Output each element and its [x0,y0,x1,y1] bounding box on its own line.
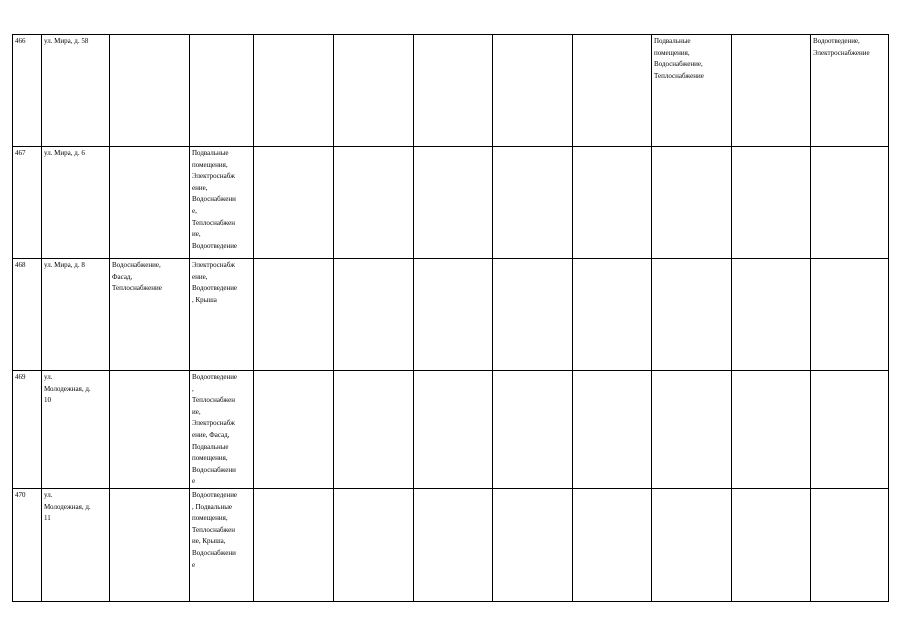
works-cell [414,488,493,601]
works-cell [732,259,811,371]
works-cell [811,259,889,371]
works-cell [414,371,493,489]
works-cell [414,147,493,259]
works-cell [652,259,732,371]
works-cell: Водоснабжение, Фасад, Теплоснабжение [110,259,190,371]
works-cell [493,371,573,489]
works-cell [334,147,414,259]
works-cell [811,147,889,259]
works-cell [732,371,811,489]
works-cell [652,147,732,259]
address-cell: ул. Молодежная, д. 10 [42,371,110,489]
works-cell [254,259,334,371]
works-cell: Водоотведение, Электроснабжение [811,35,889,147]
works-cell [652,371,732,489]
works-cell [493,488,573,601]
address-cell: ул. Молодежная, д. 11 [42,488,110,601]
works-cell [334,35,414,147]
works-cell: Водоотведение , Подвальные помещения, Теплоснабжен ие, Крыша, Водоснабжени е [190,488,254,601]
works-cell [334,259,414,371]
works-cell [334,371,414,489]
works-cell [573,147,652,259]
works-cell [254,35,334,147]
works-cell: Водоотведение , Теплоснабжен ие, Электроснабж ение, Фасад, Подвальные помещения, Водоснабжени е [190,371,254,489]
address-cell: ул. Мира, д. 58 [42,35,110,147]
works-cell [493,259,573,371]
works-cell [414,35,493,147]
works-cell [414,259,493,371]
works-cell [334,488,414,601]
works-cell [254,488,334,601]
works-cell [652,488,732,601]
registry-table [12,34,889,602]
works-cell: Подвальные помещения, Водоснабжение, Теплоснабжение [652,35,732,147]
works-cell [811,371,889,489]
works-cell [190,35,254,147]
works-cell [110,147,190,259]
row-number-cell: 469 [13,371,42,489]
works-cell [573,35,652,147]
works-cell [110,35,190,147]
works-cell [732,147,811,259]
works-cell [254,371,334,489]
works-cell: Подвальные помещения, Электроснабж ение, Водоснабжени е, Теплоснабжен ие, Водоотведение [190,147,254,259]
works-cell [732,488,811,601]
works-cell [493,35,573,147]
works-cell [573,371,652,489]
works-cell: Электроснабж ение, Водоотведение , Крыша [190,259,254,371]
table-row [13,488,889,601]
row-number-cell: 470 [13,488,42,601]
works-cell [254,147,334,259]
works-cell [110,371,190,489]
row-number-cell: 468 [13,259,42,371]
table-row [13,259,889,371]
address-cell: ул. Мира, д. 8 [42,259,110,371]
works-cell [573,488,652,601]
works-cell [811,488,889,601]
table-row [13,35,889,147]
table-row [13,147,889,259]
row-number-cell: 466 [13,35,42,147]
works-cell [493,147,573,259]
works-cell [110,488,190,601]
works-cell [573,259,652,371]
table-row [13,371,889,489]
row-number-cell: 467 [13,147,42,259]
address-cell: ул. Мира, д. 6 [42,147,110,259]
works-cell [732,35,811,147]
